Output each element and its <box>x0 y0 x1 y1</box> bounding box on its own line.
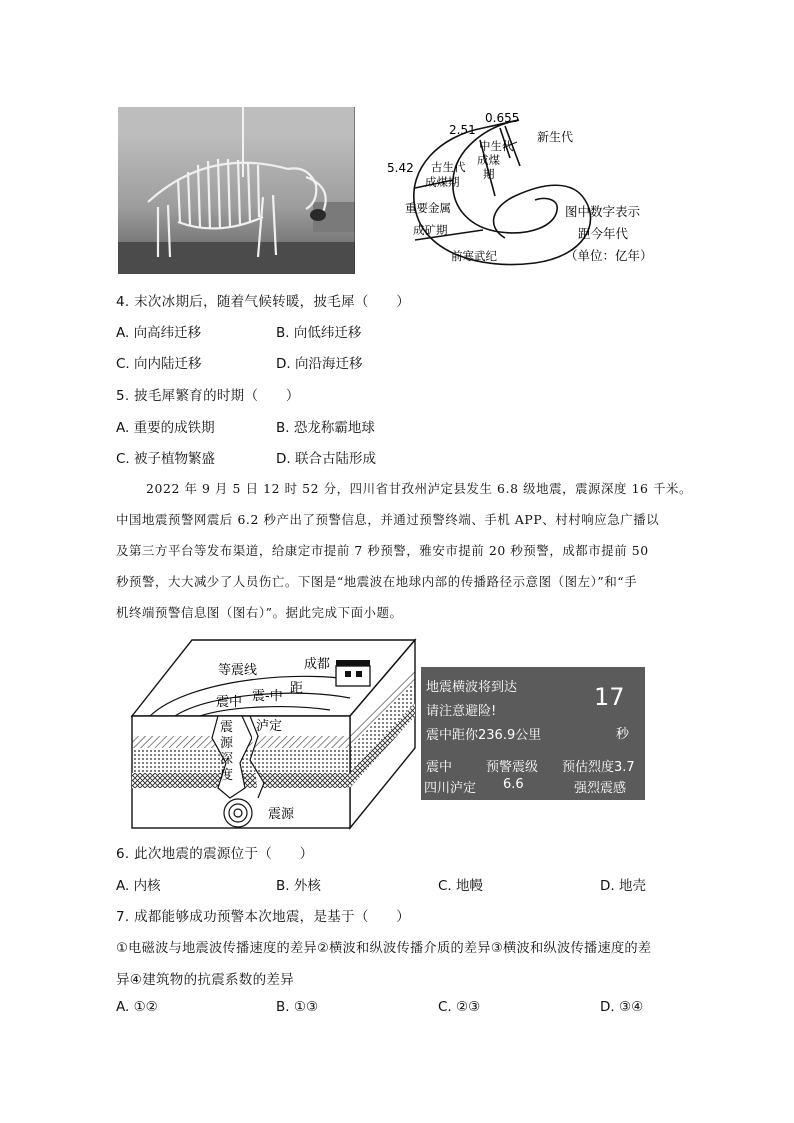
q4-option-b[interactable]: B. 向低纬迁移 <box>276 325 362 341</box>
label-depth-4: 度 <box>220 768 234 783</box>
question-6-stem: 6. 此次地震的震源位于（ ） <box>116 846 314 862</box>
q5-option-d[interactable]: D. 联合古陆形成 <box>276 451 376 467</box>
age-542: 5.42 <box>387 161 414 175</box>
note-line-2: 距今年代 <box>578 226 629 241</box>
age-0655: 0.655 <box>485 111 520 125</box>
earthquake-warning-panel <box>421 667 645 800</box>
q4-option-d[interactable]: D. 向沿海迁移 <box>276 356 363 372</box>
label-paleozoic-2: 成煤期 <box>425 175 460 189</box>
q6-option-a[interactable]: A. 内核 <box>116 878 161 894</box>
q7-statement-line-1: ①电磁波与地震波传播速度的差异②横波和纵波传播介质的差异③横波和纵波传播速度的差 <box>116 941 652 956</box>
q7-option-a[interactable]: A. ①② <box>116 999 158 1015</box>
passage-line-3: 及第三方平台等发布渠道，给康定市提前 7 秒预警，雅安市提前 20 秒预警，成都市提前 50 <box>116 543 649 558</box>
label-isoseismal: 等震线 <box>218 663 258 678</box>
label-depth-3: 深 <box>220 752 234 767</box>
q4-option-a[interactable]: A. 向高纬迁移 <box>116 325 202 341</box>
label-mesozoic-1: 中生代 <box>479 139 514 153</box>
q5-option-c[interactable]: C. 被子植物繁盛 <box>116 451 216 467</box>
seismic-wave-block-diagram <box>130 638 422 833</box>
age-251: 2.51 <box>449 123 476 137</box>
label-distance-2: 距 <box>290 681 304 696</box>
note-line-3: （单位：亿年） <box>565 248 653 263</box>
warning-line-1: 地震横波将到达 <box>426 680 518 695</box>
warning-value-magnitude: 6.6 <box>503 777 524 792</box>
label-epicenter: 震中 <box>216 695 243 710</box>
q5-option-a[interactable]: A. 重要的成铁期 <box>116 420 215 436</box>
q6-option-c[interactable]: C. 地幔 <box>438 878 484 894</box>
passage-line-4: 秒预警，大大减少了人员伤亡。下图是“地震波在地球内部的传播路径示意图（图左）”和“手 <box>116 574 638 589</box>
q6-option-b[interactable]: B. 外核 <box>276 878 321 894</box>
warning-line-2: 请注意避险! <box>426 704 497 719</box>
warning-header-epicenter: 震中 <box>426 760 453 775</box>
label-mesozoic-2: 成煤 <box>477 153 500 167</box>
label-metal-2: 成矿期 <box>413 223 448 237</box>
passage-line-2: 中国地震预警网震后 6.2 秒产出了预警信息，并通过预警终端、手机 APP、村村响应急广播以 <box>116 512 660 527</box>
label-mesozoic-3: 期 <box>483 167 495 181</box>
label-depth-1: 震 <box>220 720 234 735</box>
warning-header-intensity: 预估烈度3.7 <box>562 760 635 775</box>
label-metal-1: 重要金属 <box>405 201 451 215</box>
label-cenozoic: 新生代 <box>537 130 574 144</box>
passage-line-5: 机终端预警信息图（图右）”。据此完成下面小题。 <box>116 605 403 620</box>
question-7-stem: 7. 成都能够成功预警本次地震，是基于（ ） <box>116 909 411 925</box>
q7-option-d[interactable]: D. ③④ <box>600 999 644 1015</box>
warning-value-epicenter: 四川泸定 <box>424 781 477 796</box>
note-line-1: 图中数字表示 <box>565 204 641 219</box>
q4-option-c[interactable]: C. 向内陆迁移 <box>116 356 202 372</box>
label-luding: 泸定 <box>256 719 283 734</box>
label-hypocenter: 震源 <box>268 807 295 822</box>
label-distance-1: 震-中 <box>252 689 283 704</box>
q7-option-b[interactable]: B. ①③ <box>276 999 319 1015</box>
passage-line-1: 2022 年 9 月 5 日 12 时 52 分，四川省甘孜州泸定县发生 6.8 级地震，震源深度 16 千米。 <box>146 481 693 496</box>
warning-countdown: 17 <box>594 683 625 711</box>
warning-countdown-unit: 秒 <box>616 727 630 742</box>
question-5-stem: 5. 披毛犀繁育的时期（ ） <box>116 388 300 404</box>
warning-header-magnitude: 预警震级 <box>486 760 539 775</box>
label-paleozoic-1: 古生代 <box>431 160 466 174</box>
q7-statement-line-2: 异④建筑物的抗震系数的差异 <box>116 972 295 988</box>
label-depth-2: 源 <box>220 736 234 751</box>
question-4-stem: 4. 末次冰期后，随着气候转暖，披毛犀（ ） <box>116 294 411 310</box>
q6-option-d[interactable]: D. 地壳 <box>600 878 646 894</box>
geologic-time-spiral-diagram <box>385 108 675 278</box>
q7-option-c[interactable]: C. ②③ <box>438 999 481 1015</box>
warning-value-intensity: 强烈震感 <box>574 781 627 796</box>
label-precambrian: 前寒武纪 <box>451 249 497 263</box>
label-chengdu: 成都 <box>304 657 331 672</box>
warning-line-3: 震中距你236.9公里 <box>426 728 542 743</box>
q5-option-b[interactable]: B. 恐龙称霸地球 <box>276 420 375 436</box>
mammoth-skeleton-photo <box>118 107 355 274</box>
